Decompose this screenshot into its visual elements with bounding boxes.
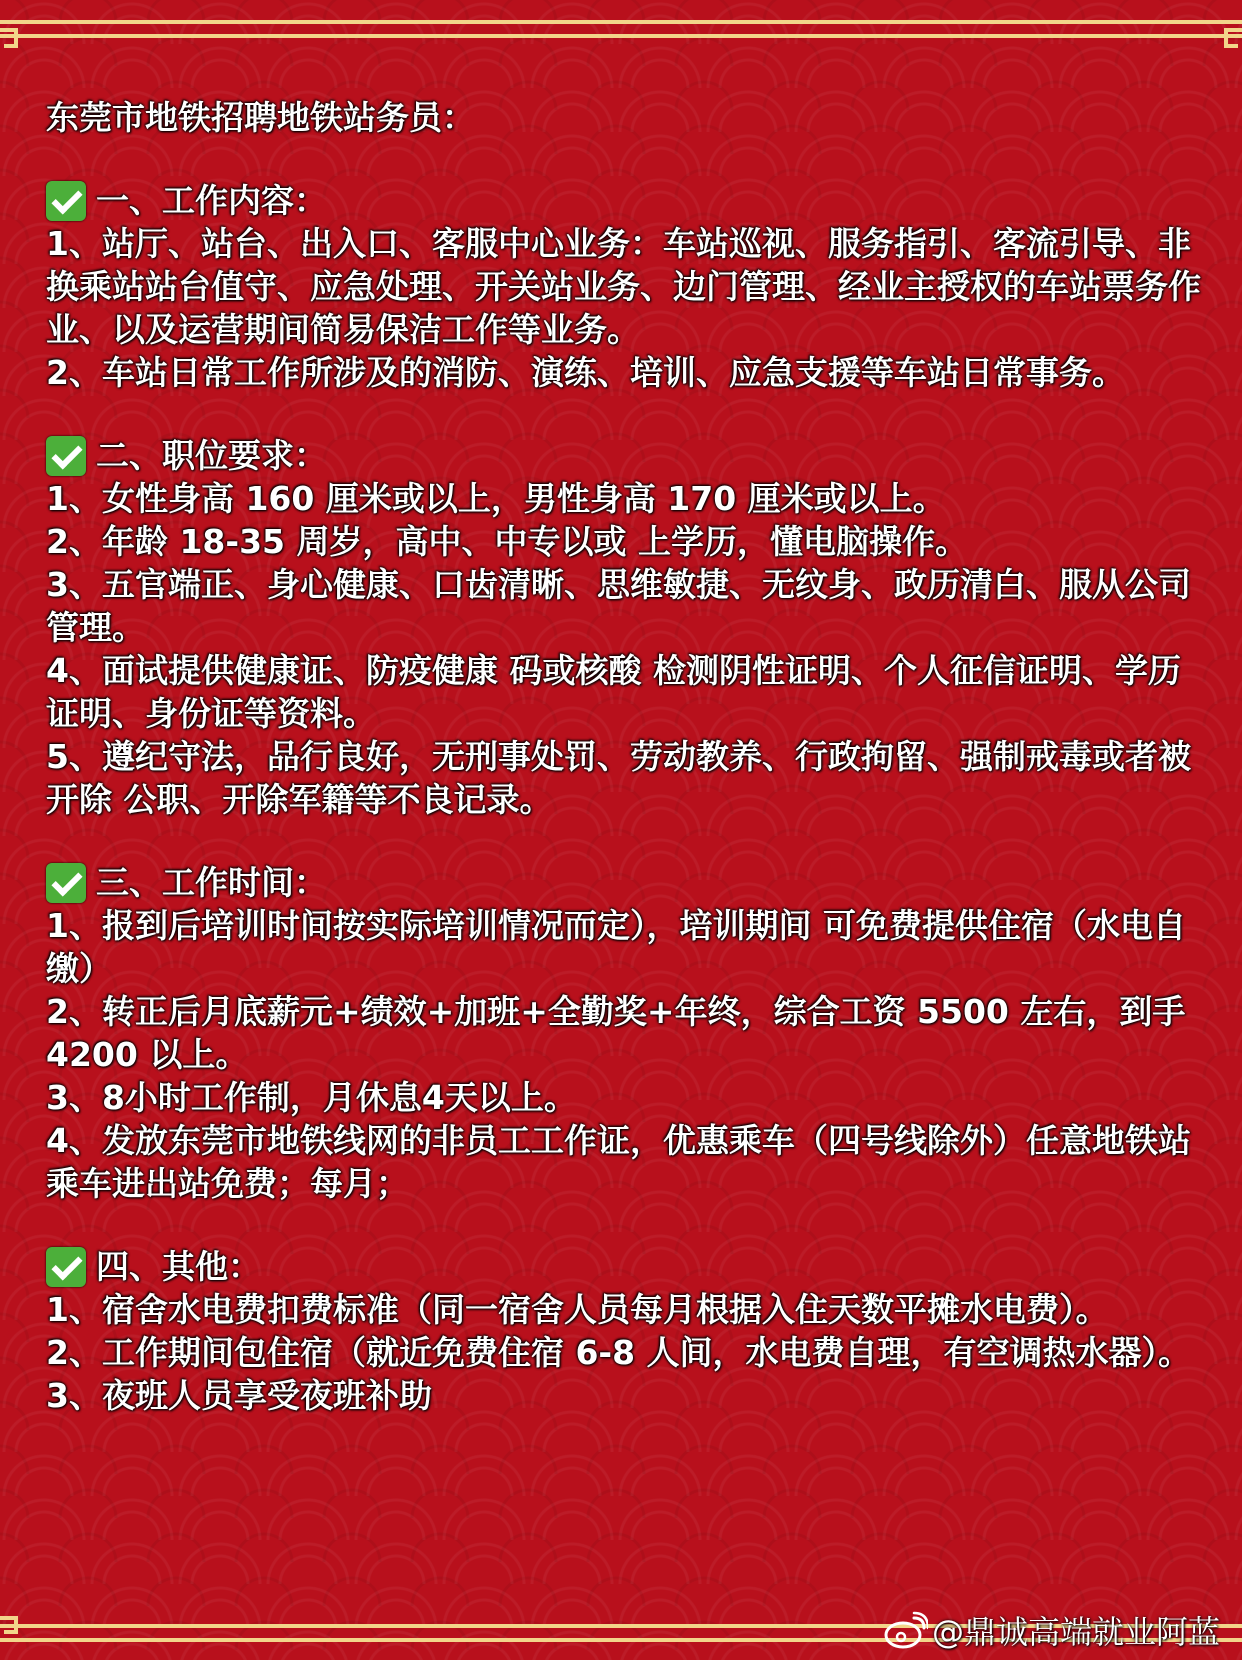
check-mark-icon bbox=[46, 181, 86, 221]
list-item: 1、宿舍水电费扣费标准（同一宿舍人员每月根据入住天数平摊水电费）。 bbox=[46, 1290, 1109, 1329]
check-mark-icon bbox=[46, 436, 86, 476]
list-item: 2、车站日常工作所涉及的消防、演练、培训、应急支援等车站日常事务。 bbox=[46, 353, 1125, 392]
posting-title: 东莞市地铁招聘地铁站务员： bbox=[46, 98, 475, 137]
section-heading-text: 一、工作内容： bbox=[96, 181, 327, 220]
list-item: 2、工作期间包住宿（就近免费住宿 6-8 人间，水电费自理，有空调热水器）。 bbox=[46, 1333, 1192, 1372]
watermark-text: @鼎诚高端就业阿蓝 bbox=[931, 1613, 1220, 1651]
section-heading-text: 四、其他： bbox=[96, 1247, 261, 1286]
section-heading-text: 二、职位要求： bbox=[96, 436, 327, 475]
check-mark-icon bbox=[46, 1247, 86, 1287]
top-decorative-border bbox=[0, 0, 1242, 60]
section-work-time bbox=[46, 861, 1206, 1205]
section-heading bbox=[46, 861, 1206, 904]
section-other bbox=[46, 1245, 1206, 1417]
section-requirements bbox=[46, 434, 1206, 821]
list-item: 1、报到后培训时间按实际培训情况而定），培训期间 可免费提供住宿（水电自缴） bbox=[46, 906, 1186, 988]
list-item: 1、女性身高 160 厘米或以上，男性身高 170 厘米或以上。 bbox=[46, 479, 946, 518]
weibo-icon bbox=[884, 1610, 928, 1650]
weibo-watermark bbox=[884, 1608, 1220, 1652]
list-item: 3、五官端正、身心健康、口齿清晰、思维敏捷、无纹身、政历清白、服从公司管理。 bbox=[46, 565, 1191, 647]
list-item: 2、转正后月底薪元+绩效+加班+全勤奖+年终，综合工资 5500 左右，到手4200 以上。 bbox=[46, 992, 1186, 1074]
list-item: 2、年龄 18-35 周岁，高中、中专以或 上学历，懂电脑操作。 bbox=[46, 522, 968, 561]
section-heading bbox=[46, 1245, 1206, 1288]
section-heading-text: 三、工作时间： bbox=[96, 863, 327, 902]
job-posting bbox=[46, 90, 1206, 1417]
section-heading bbox=[46, 434, 1206, 477]
check-mark-icon bbox=[46, 863, 86, 903]
list-item: 4、面试提供健康证、防疫健康 码或核酸 检测阴性证明、个人征信证明、学历证明、身份证等资料。 bbox=[46, 651, 1181, 733]
list-item: 3、8小时工作制，月休息4天以上。 bbox=[46, 1078, 577, 1117]
list-item: 1、站厅、站台、出入口、客服中心业务：车站巡视、服务指引、客流引导、非换乘站站台值守、应急处理、开关站业务、边门管理、经业主授权的车站票务作业、以及运营期间简易保洁工作等业务。 bbox=[46, 224, 1201, 349]
section-heading bbox=[46, 179, 1206, 222]
section-job-content bbox=[46, 179, 1206, 394]
list-item: 5、遵纪守法，品行良好，无刑事处罚、劳动教养、行政拘留、强制戒毒或者被开除 公职、开除军籍等不良记录。 bbox=[46, 737, 1191, 819]
list-item: 3、夜班人员享受夜班补助 bbox=[46, 1376, 432, 1415]
list-item: 4、发放东莞市地铁线网的非员工工作证，优惠乘车（四号线除外）任意地铁站乘车进出站免费；每月； bbox=[46, 1121, 1191, 1203]
